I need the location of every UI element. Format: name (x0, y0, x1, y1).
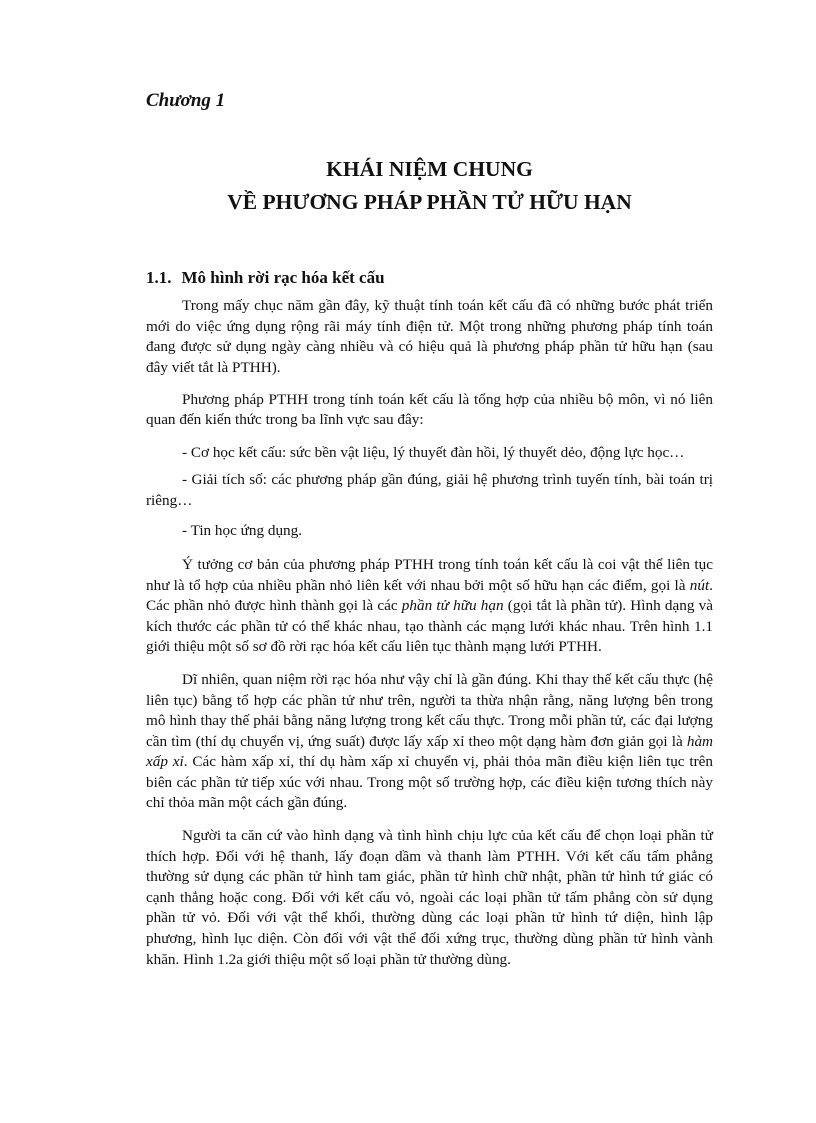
paragraph-7-text-b: . Các hàm xấp xỉ, thí dụ hàm xấp xỉ chuyển vị, phải thỏa mãn điều kiện liên tục trên biên các phần tử tiếp xúc với nhau. Trong một số trường hợp, các điều kiện tương thích này chỉ thỏa mãn một cách gần đúng. (146, 753, 713, 812)
chapter-title (146, 153, 713, 219)
paragraph-8: Người ta căn cứ vào hình dạng và tình hình chịu lực của kết cấu để chọn loại phần tử thích hợp. Đối với hệ thanh, lấy đoạn dầm và thanh làm PTHH. Với kết cấu tấm phẳng thường sử dụng các phần tử hình tam giác, phần tử hình chữ nhật, phần tử hình tứ giác có cạnh thẳng hoặc cong. Đối với kết cấu vỏ, ngoài các loại phần tử tấm phẳng còn sử dụng phần tử vỏ. Đối với vật thể khối, thường dùng các loại phần tử hình tứ diện, hình lập phương, hình lục diện. Còn đối với vật thể đối xứng trục, thường dùng phần tử hình vành khăn. Hình 1.2a giới thiệu một số loại phần tử thường dùng. (146, 827, 713, 968)
paragraph-6-text-c: (gọi tắt là phần tử). Hình dạng và kích thước các phần tử có thể khác nhau, tạo thành các mạng lưới khác nhau. Trên hình 1.1 giới thiệu một số sơ đồ rời rạc hóa kết cấu liên tục thành mạng lưới PTHH. (146, 597, 713, 656)
section-title: Mô hình rời rạc hóa kết cấu (181, 268, 385, 287)
paragraph-3: - Cơ học kết cấu: sức bền vật liệu, lý thuyết đàn hồi, lý thuyết dẻo, động lực học… (182, 443, 685, 461)
body-text (146, 296, 713, 982)
section-heading (146, 268, 385, 288)
paragraph-5: - Tin học ứng dụng. (182, 522, 303, 540)
chapter-label: Chương 1 (146, 90, 226, 111)
paragraph-6-text-a: Ý tưởng cơ bản của phương pháp PTHH trong tính toán kết cấu là coi vật thể liên tục như là tổ hợp của nhiều phần nhỏ liên kết với nhau bởi một số hữu hạn các điểm, gọi là (146, 555, 713, 594)
paragraph-7-text-a: Dĩ nhiên, quan niệm rời rạc hóa như vậy chỉ là gần đúng. Khi thay thế kết cấu thực (hệ liên tục) bằng tổ hợp các phần tử như trên, người ta thừa nhận rằng, năng lượng bên trong mô hình thay thế phải bằng năng lượng trong kết cấu thực. Trong mỗi phần tử, các đại lượng cần tìm (thí dụ chuyển vị, ứng suất) được lấy xấp xỉ theo một dạng hàm đơn giản gọi là (146, 670, 713, 750)
chapter-title-line-1: KHÁI NIỆM CHUNG (326, 157, 533, 181)
paragraph-6 (146, 555, 713, 658)
section-number: 1.1. (146, 268, 172, 287)
paragraph-4: - Giải tích số: các phương pháp gần đúng, giải hệ phương trình tuyến tính, bài toán trị riêng… (146, 471, 713, 509)
term-nut: nút (689, 576, 710, 594)
paragraph-2: Phương pháp PTHH trong tính toán kết cấu là tổng hợp của nhiều bộ môn, vì nó liên quan đến kiến thức trong ba lĩnh vực sau đây: (146, 390, 713, 429)
term-ham-xap-xi: hàm xấp xỉ (146, 732, 713, 771)
term-phan-tu-huu-han: phần tử hữu hạn (401, 597, 504, 615)
paragraph-1: Trong mấy chục năm gần đây, kỹ thuật tính toán kết cấu đã có những bước phát triển mới do việc ứng dụng rộng rãi máy tính điện tử. Một trong những phương pháp tính toán đang được sử dụng ngày càng nhiều và có hiệu quả là phương pháp phần tử hữu hạn (sau đây viết tắt là PTHH). (146, 297, 713, 376)
paragraph-7 (146, 670, 713, 814)
chapter-title-line-2: VỀ PHƯƠNG PHÁP PHẦN TỬ HỮU HẠN (227, 190, 632, 214)
paragraph-6-text-b: . Các phần nhỏ được hình thành gọi là các (146, 576, 713, 615)
